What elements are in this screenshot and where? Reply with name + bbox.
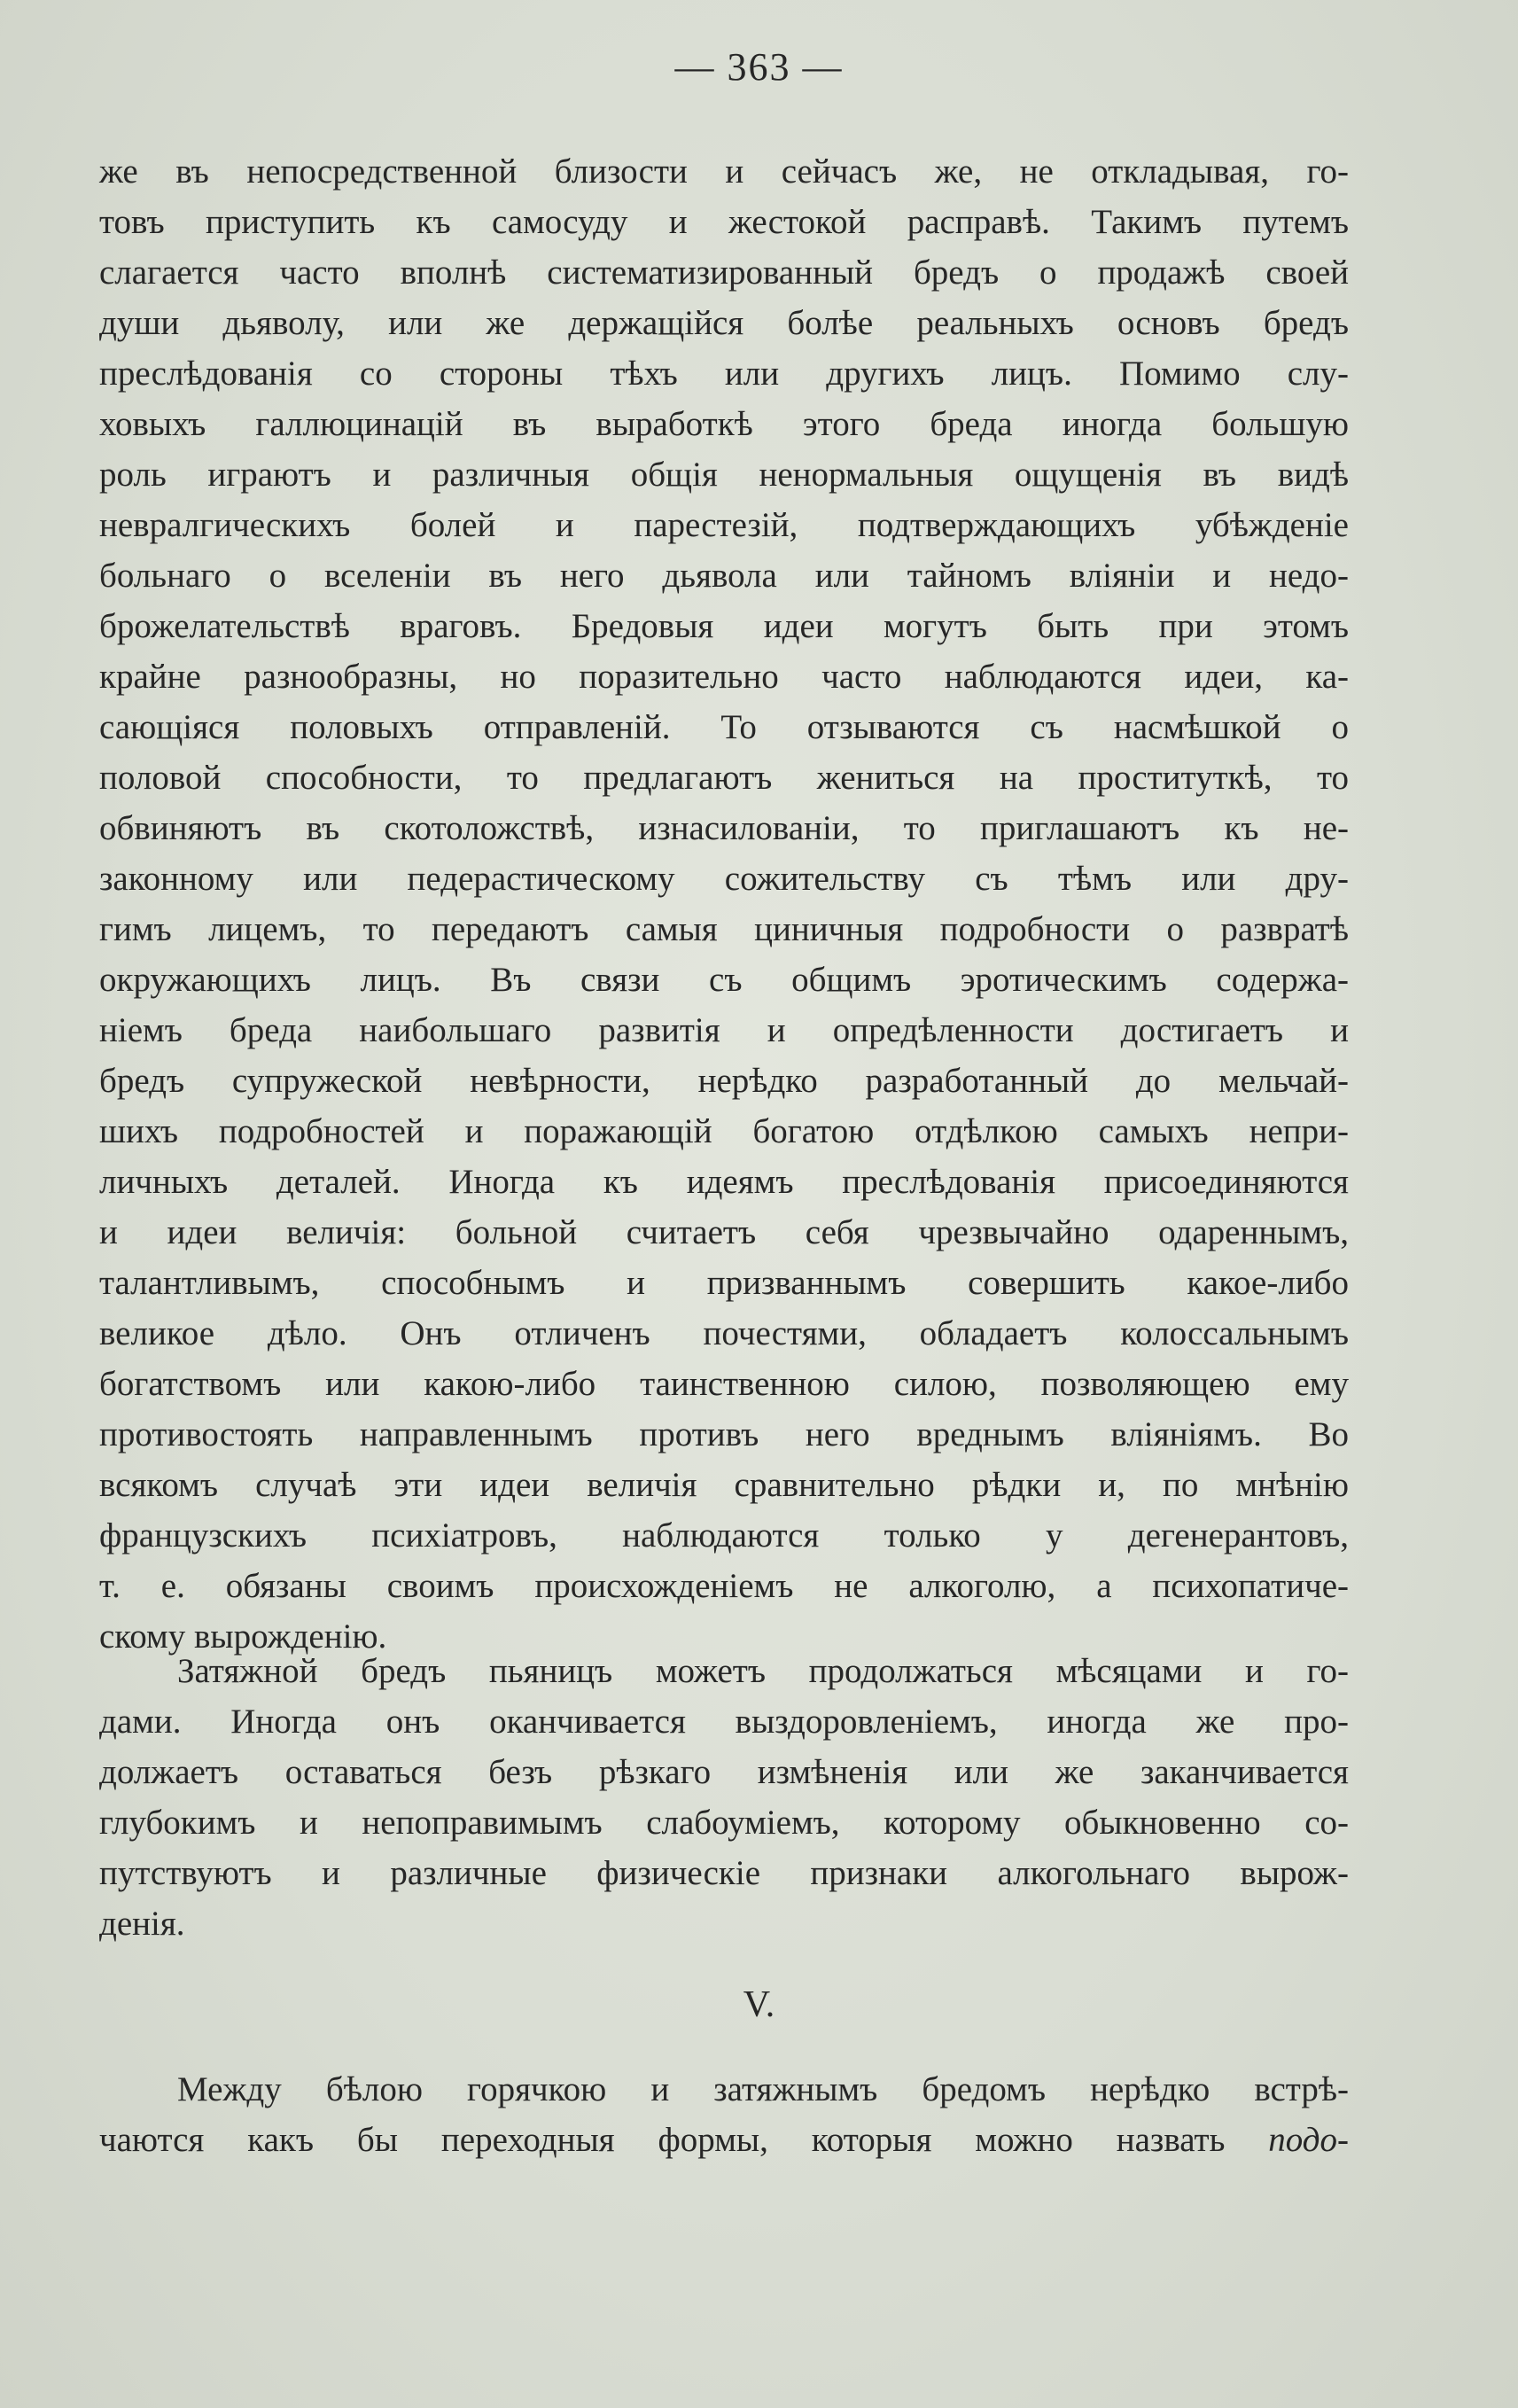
paragraph-line: крайне разнообразны, но поразительно часто наблюдаются идеи, ка-	[99, 658, 1349, 696]
paragraph-line: больнаго о вселеніи въ него дьявола или тайномъ вліяніи и недо-	[99, 557, 1349, 595]
paragraph-line: талантливымъ, способнымъ и призваннымъ совершить какое-либо	[99, 1264, 1349, 1302]
line-text: чаются какъ бы переходныя формы, которыя можно назвать	[99, 2121, 1226, 2159]
paragraph-line	[99, 2115, 1349, 2165]
paragraph-line: ніемъ бреда наибольшаго развитія и опредѣленности достигаетъ и	[99, 1011, 1349, 1049]
paragraph-line: Затяжной бредъ пьяницъ можетъ продолжаться мѣсяцами и го-	[177, 1652, 1349, 1690]
paragraph-line: брожелательствѣ враговъ. Бредовыя идеи могутъ быть при этомъ	[99, 607, 1349, 645]
paragraph-line: сающіяся половыхъ отправленій. То отзываются съ насмѣшкой о	[99, 708, 1349, 746]
paragraph-prolonged-delirium	[99, 1646, 1349, 1949]
paragraph-line: же въ непосредственной близости и сейчасъ же, не откладывая, го-	[99, 152, 1349, 191]
paragraph-line: личныхъ деталей. Иногда къ идеямъ преслѣдованія присоединяются	[99, 1163, 1349, 1201]
italic-term: подо-	[1268, 2121, 1349, 2159]
paragraph-line: денія.	[99, 1905, 185, 1943]
paragraph-line: дами. Иногда онъ оканчивается выздоровленіемъ, иногда же про-	[99, 1703, 1349, 1741]
paragraph-line: роль играютъ и различныя общія ненормальныя ощущенія въ видѣ	[99, 456, 1349, 494]
page-number: — 363 —	[674, 45, 844, 89]
paragraph-line: шихъ подробностей и поражающій богатою отдѣлкою самыхъ непри-	[99, 1112, 1349, 1150]
paragraph-line: и идеи величія: больной считаетъ себя чрезвычайно одареннымъ,	[99, 1213, 1349, 1251]
paragraph-line: богатствомъ или какою-либо таинственною силою, позволяющею ему	[99, 1365, 1349, 1403]
paragraph-line: половой способности, то предлагаютъ жениться на проституткѣ, то	[99, 759, 1349, 797]
paragraph-line: глубокимъ и непоправимымъ слабоуміемъ, которому обыкновенно со-	[99, 1804, 1349, 1842]
paragraph-line: души дьяволу, или же держащійся болѣе реальныхъ основъ бредъ	[99, 304, 1349, 342]
paragraph-line: товъ приступить къ самосуду и жестокой расправѣ. Такимъ путемъ	[99, 203, 1349, 241]
paragraph-line: скому вырожденію.	[99, 1617, 387, 1656]
paragraph-line: должаетъ оставаться безъ рѣзкаго измѣненія или же заканчивается	[99, 1753, 1349, 1791]
paragraph-continuation	[99, 146, 1349, 1662]
section-heading: V.	[743, 1984, 775, 2025]
paragraph-line: окружающихъ лицъ. Въ связи съ общимъ эротическимъ содержа-	[99, 961, 1349, 999]
paragraph-line: законному или педерастическому сожительству съ тѣмъ или дру-	[99, 860, 1349, 898]
paragraph-line: невралгическихъ болей и парестезій, подтверждающихъ убѣжденіе	[99, 506, 1349, 544]
paragraph-line: всякомъ случаѣ эти идеи величія сравнительно рѣдки и, по мнѣнію	[99, 1466, 1349, 1504]
paragraph-line: обвиняютъ въ скотоложствѣ, изнасилованіи, то приглашаютъ къ не-	[99, 809, 1349, 847]
paragraph-section-five	[99, 2064, 1349, 2165]
paragraph-line: гимъ лицемъ, то передаютъ самыя циничныя подробности о развратѣ	[99, 910, 1349, 948]
paragraph-line: ховыхъ галлюцинацій въ выработкѣ этого бреда иногда большую	[99, 405, 1349, 443]
paragraph-line: противостоять направленнымъ противъ него вреднымъ вліяніямъ. Во	[99, 1415, 1349, 1453]
paragraph-line: путствуютъ и различные физическіе признаки алкогольнаго вырож-	[99, 1854, 1349, 1892]
paragraph-line: бредъ супружеской невѣрности, нерѣдко разработанный до мельчай-	[99, 1062, 1349, 1100]
paragraph-line: преслѣдованія со стороны тѣхъ или другихъ лицъ. Помимо слу-	[99, 355, 1349, 393]
paragraph-line: слагается часто вполнѣ систематизированный бредъ о продажѣ своей	[99, 253, 1349, 292]
paragraph-line: французскихъ психіатровъ, наблюдаются только у дегенерантовъ,	[99, 1516, 1349, 1555]
paragraph-line: Между бѣлою горячкою и затяжнымъ бредомъ нерѣдко встрѣ-	[177, 2070, 1349, 2108]
paragraph-line: т. е. обязаны своимъ происхожденіемъ не алкоголю, а психопатиче-	[99, 1567, 1349, 1605]
paragraph-line: великое дѣло. Онъ отличенъ почестями, обладаетъ колоссальнымъ	[99, 1314, 1349, 1352]
